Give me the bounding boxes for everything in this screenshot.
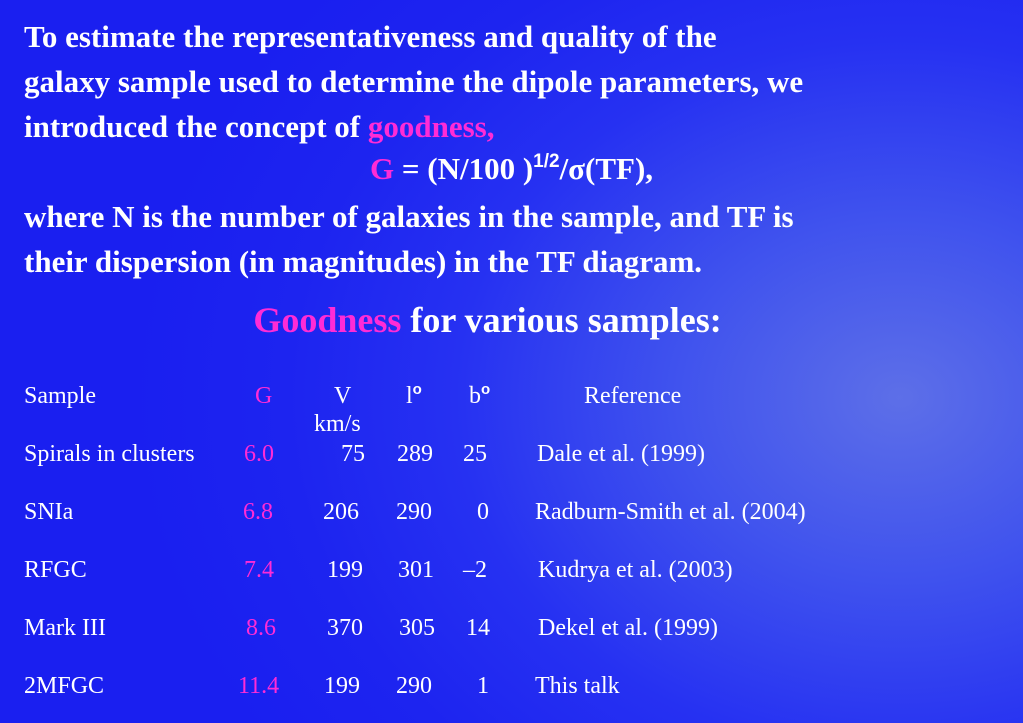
intro-line-2: galaxy sample used to determine the dipole parameters, we (24, 64, 804, 99)
row-l: 290 (396, 673, 432, 699)
row-b: 14 (466, 615, 490, 641)
row-b: –2 (463, 557, 487, 583)
row-sample: 2MFGC (24, 673, 105, 699)
row-l: 301 (398, 557, 434, 583)
row-b: 0 (477, 499, 489, 525)
row-reference: Dale et al. (1999) (537, 441, 705, 467)
row-g: 7.4 (244, 557, 274, 583)
row-l: 305 (399, 615, 435, 641)
row-g: 6.8 (243, 499, 273, 525)
explanation-line-1: where N is the number of galaxies in the sample, and TF is (24, 199, 794, 234)
row-reference: Radburn-Smith et al. (2004) (535, 499, 806, 525)
header-v: V (334, 383, 352, 409)
intro-line-3 (24, 104, 1014, 149)
header-v-unit: km/s (314, 411, 361, 437)
row-sample: SNIa (24, 499, 74, 525)
goodness-formula (0, 149, 1023, 194)
row-g: 6.0 (244, 441, 274, 467)
header-b (469, 382, 490, 413)
formula-exponent: 1/2 (533, 151, 560, 172)
row-reference: This talk (535, 673, 620, 699)
header-l-degree: o (412, 381, 422, 398)
row-v: 75 (341, 441, 365, 467)
goodness-term: goodness, (367, 109, 495, 144)
row-sample: Mark III (24, 615, 106, 641)
header-b-text: b (469, 383, 481, 409)
header-g: G (255, 383, 273, 409)
row-l: 289 (397, 441, 433, 467)
header-reference: Reference (584, 383, 682, 409)
row-sample: Spirals in clusters (24, 441, 195, 467)
row-v: 199 (327, 557, 363, 583)
formula-symbol: G (369, 151, 395, 186)
explanation-line-2: their dispersion (in magnitudes) in the TF diagram. (24, 244, 703, 279)
header-b-degree: o (481, 381, 491, 398)
row-v: 206 (323, 499, 359, 525)
row-l: 290 (396, 499, 432, 525)
row-g: 8.6 (246, 615, 276, 641)
header-l (406, 382, 422, 413)
header-sample: Sample (24, 383, 96, 409)
row-reference: Kudrya et al. (2003) (538, 557, 733, 583)
row-reference: Dekel et al. (1999) (538, 615, 718, 641)
row-v: 370 (327, 615, 363, 641)
row-sample: RFGC (24, 557, 87, 583)
row-b: 25 (463, 441, 487, 467)
explanation-paragraph (24, 194, 1014, 284)
formula-lhs: = (N/100 ) (394, 151, 534, 186)
row-b: 1 (477, 673, 489, 699)
heading-rest: for various samples: (401, 300, 722, 340)
row-g: 11.4 (238, 673, 280, 699)
section-heading (0, 298, 975, 342)
intro-line-3-text: introduced the concept of (24, 109, 368, 144)
intro-line-1: To estimate the representativeness and quality of the (24, 19, 717, 54)
row-v: 199 (324, 673, 360, 699)
formula-rhs: /σ(TF), (559, 151, 654, 186)
header-l-text: l (406, 383, 413, 409)
intro-paragraph (24, 14, 1014, 149)
heading-term: Goodness (253, 300, 402, 340)
